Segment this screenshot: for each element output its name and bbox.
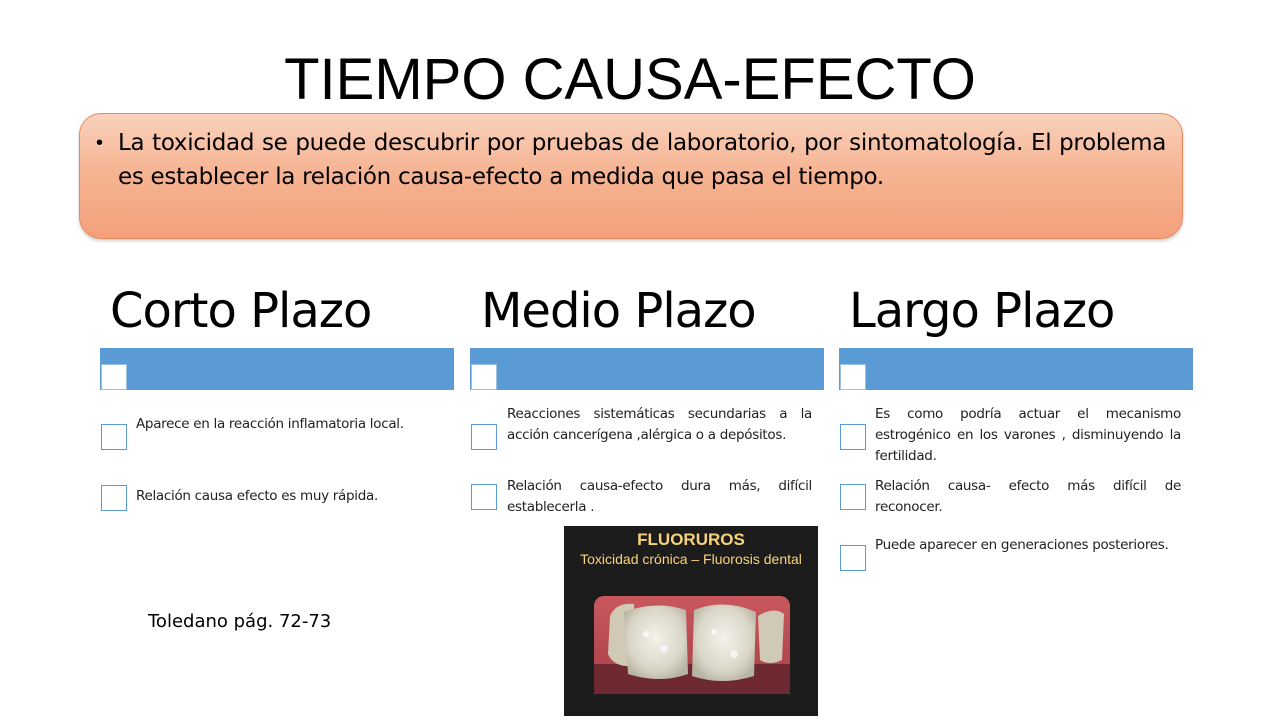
photo-caption-title: FLUORUROS: [637, 530, 745, 549]
checkbox-icon: [840, 424, 866, 450]
checkbox-icon: [840, 545, 866, 571]
checkbox-icon: [101, 485, 127, 511]
slide-title: TIEMPO CAUSA-EFECTO: [284, 47, 976, 112]
checkbox-icon: [840, 484, 866, 510]
list-item: Relación causa efecto es muy rápida.: [136, 488, 378, 504]
checkbox-icon: [471, 364, 497, 390]
source-citation: Toledano pág. 72-73: [148, 611, 332, 632]
list-item: Relación causa- efecto más difícil de reconocer.: [875, 478, 1181, 515]
header-bar-medio-plazo: [470, 348, 824, 390]
callout-text: La toxicidad se puede descubrir por pruebas de laboratorio, por sintomatología. El problema es establecer la relación causa-efecto a medida que pasa el tiempo.: [118, 130, 1166, 190]
list-item: Puede aparecer en generaciones posteriores.: [875, 537, 1169, 553]
header-bar-corto-plazo: [100, 348, 454, 390]
checkbox-icon: [471, 424, 497, 450]
heading-largo-plazo: Largo Plazo: [849, 283, 1115, 339]
header-bar-largo-plazo: [839, 348, 1193, 390]
checkbox-icon: [471, 484, 497, 510]
checkbox-icon: [840, 364, 866, 390]
heading-corto-plazo: Corto Plazo: [110, 283, 372, 339]
fluorosis-photo: [564, 526, 818, 716]
checkbox-icon: [101, 364, 127, 390]
checkbox-icon: [101, 424, 127, 450]
teeth-illustration: [564, 594, 818, 716]
list-item: Reacciones sistemáticas secundarias a la acción cancerígena ,alérgica o a depósitos.: [507, 406, 812, 443]
list-item: Aparece en la reacción inflamatoria local.: [136, 416, 404, 432]
photo-caption-subtitle: Toxicidad crónica – Fluorosis dental: [580, 551, 802, 567]
list-item: Es como podría actuar el mecanismo estrogénico en los varones , disminuyendo la fertilidad.: [875, 406, 1181, 464]
bullet-icon: •: [96, 132, 104, 154]
heading-medio-plazo: Medio Plazo: [481, 283, 756, 339]
callout-box: [79, 113, 1183, 239]
list-item: Relación causa-efecto dura más, difícil establecerla .: [507, 478, 812, 515]
